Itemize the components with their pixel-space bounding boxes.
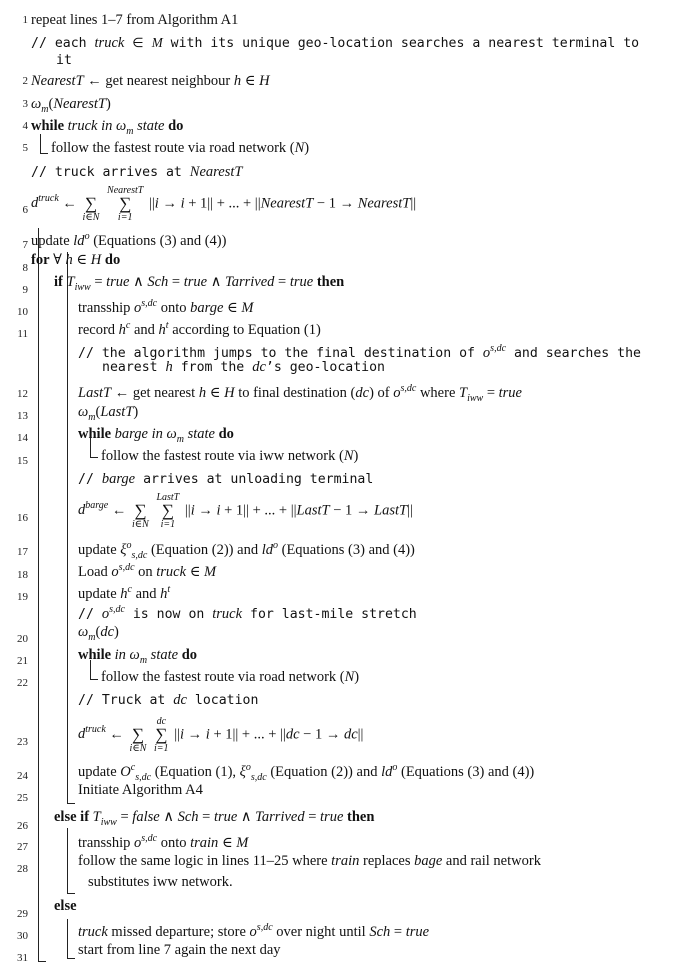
elseif-block-end xyxy=(67,893,75,894)
line-number: 23 xyxy=(17,736,28,748)
algo-line: LastT ← get nearest h ∈ H to final destination (dc) of $o^{s,dc}$ where $T_{iww}$ = true xyxy=(78,383,522,404)
line-number: 9 xyxy=(22,284,28,296)
while-block-end xyxy=(40,153,48,154)
algo-line: NearestT ← get nearest neighbour h ∈ H xyxy=(31,73,270,89)
algo-line: start from line 7 again the next day xyxy=(78,942,281,958)
algo-line: while in $\omega_m$ state do xyxy=(78,647,198,666)
line-number: 12 xyxy=(17,388,28,400)
line-number: 16 xyxy=(17,512,28,524)
while-last-mile-end xyxy=(90,679,98,680)
line-number: 25 xyxy=(17,792,28,804)
algo-line: if $T_{iww}$ = true ∧ Sch = true ∧ Tarrived = true then xyxy=(54,274,345,293)
algo-line: $\omega_m(NearestT)$ xyxy=(31,96,111,115)
line-number: 20 xyxy=(17,633,28,645)
algo-line: transship $o^{s,dc}$ onto train ∈ M xyxy=(78,833,249,851)
for-block-rail xyxy=(38,228,39,962)
algo-line: Initiate Algorithm A4 xyxy=(78,782,203,798)
algo-line: repeat lines 1–7 from Algorithm A1 xyxy=(31,12,239,28)
algo-line: $\omega_m(dc)$ xyxy=(78,624,119,643)
algo-line: update $h^c$ and $h^t$ xyxy=(78,584,171,602)
line-number: 3 xyxy=(22,98,28,110)
while-barge-end xyxy=(90,457,98,458)
line-number: 24 xyxy=(17,770,28,782)
line-number: 6 xyxy=(22,204,28,216)
algo-line: follow the fastest route via road network (N) xyxy=(101,669,360,685)
line-number: 15 xyxy=(17,455,28,467)
line-number: 28 xyxy=(17,863,28,875)
for-block-end xyxy=(38,961,46,962)
line-number: 19 xyxy=(17,591,28,603)
algo-line: follow the same logic in lines 11–25 where train replaces bage and rail network xyxy=(78,853,541,869)
if-block-end xyxy=(67,803,75,804)
algo-line: $d^{truck}$ ← ∑ i∈N dc ∑ i=1 ||i → i + 1|| + ... + ||dc − 1 → dc|| xyxy=(78,716,364,754)
algo-line: update $O^c_{s,dc}$ (Equation (1), $\xi^o_{s,dc}$ (Equation (2)) and $ld^o$ (Equations (3) and (4)) xyxy=(78,762,535,783)
algo-line: update $ld^o$ (Equations (3) and (4)) xyxy=(31,231,227,249)
line-number: 1 xyxy=(22,14,28,26)
line-number: 8 xyxy=(22,262,28,274)
line-number: 13 xyxy=(17,410,28,422)
algo-line: follow the fastest route via road network (N) xyxy=(51,140,310,156)
line-number: 10 xyxy=(17,306,28,318)
line-number: 7 xyxy=(22,239,28,251)
algo-comment: // barge arrives at unloading terminal xyxy=(78,471,374,487)
line-number: 29 xyxy=(17,908,28,920)
algo-comment: // $o^{s,dc}$ is now on truck for last-mile stretch xyxy=(78,604,417,622)
line-number: 31 xyxy=(17,952,28,964)
else-block-end xyxy=(67,958,75,959)
algo-line: Load $o^{s,dc}$ on truck ∈ M xyxy=(78,562,217,580)
line-number: 2 xyxy=(22,75,28,87)
line-number: 26 xyxy=(17,820,28,832)
algo-comment: // each truck ∈ M with its unique geo-location searches a nearest terminal to xyxy=(31,35,640,51)
line-number: 11 xyxy=(17,328,28,340)
line-number: 14 xyxy=(17,432,28,444)
line-number: 4 xyxy=(22,120,28,132)
algo-comment: // Truck at dc location xyxy=(78,692,259,708)
algo-line: update $\xi^o_{s,dc}$ (Equation (2)) and $ld^o$ (Equations (3) and (4)) xyxy=(78,540,415,561)
algo-comment: // truck arrives at NearestT xyxy=(31,164,243,180)
elseif-block-rail xyxy=(67,828,68,894)
algo-line: while barge in $\omega_m$ state do xyxy=(78,426,234,445)
algo-comment-cont: nearest h from the dc’s geo-location xyxy=(102,359,385,375)
else-block-rail xyxy=(67,919,68,959)
algo-line-cont: substitutes iww network. xyxy=(88,874,233,890)
algo-line: else xyxy=(54,898,77,914)
algo-line: while truck in $\omega_m$ state do xyxy=(31,118,184,137)
algo-line: $d^{barge}$ ← ∑ i∈N LastT ∑ i=1 ||i → i + 1|| + ... + ||LastT − 1 → LastT|| xyxy=(78,492,413,530)
line-number: 30 xyxy=(17,930,28,942)
algo-line: record $h^c$ and $h^t$ according to Equation (1) xyxy=(78,320,321,338)
if-block-rail xyxy=(67,252,68,804)
algo-line: transship $o^{s,dc}$ onto barge ∈ M xyxy=(78,298,254,316)
line-number: 5 xyxy=(22,142,28,154)
algo-line: follow the fastest route via iww network (N) xyxy=(101,448,359,464)
algo-comment-cont: it xyxy=(56,53,72,68)
algo-line: else if $T_{iww}$ = false ∧ Sch = true ∧ Tarrived = true then xyxy=(54,809,375,828)
line-number: 18 xyxy=(17,569,28,581)
algo-line: $\omega_m(LastT)$ xyxy=(78,404,139,423)
line-number: 17 xyxy=(17,546,28,558)
algo-line: for ∀ h ∈ H do xyxy=(31,252,121,268)
line-number: 22 xyxy=(17,677,28,689)
line-number: 21 xyxy=(17,655,28,667)
algo-comment: // the algorithm jumps to the final destination of $o^{s,dc}$ and searches the xyxy=(78,343,641,361)
algo-line: $d^{truck}$ ← ∑ i∈N NearestT ∑ i=1 ||i → i + 1|| + ... + ||NearestT − 1 → NearestT|| xyxy=(31,185,417,223)
line-number: 27 xyxy=(17,841,28,853)
algo-line: truck missed departure; store $o^{s,dc}$ over night until Sch = true xyxy=(78,922,430,940)
